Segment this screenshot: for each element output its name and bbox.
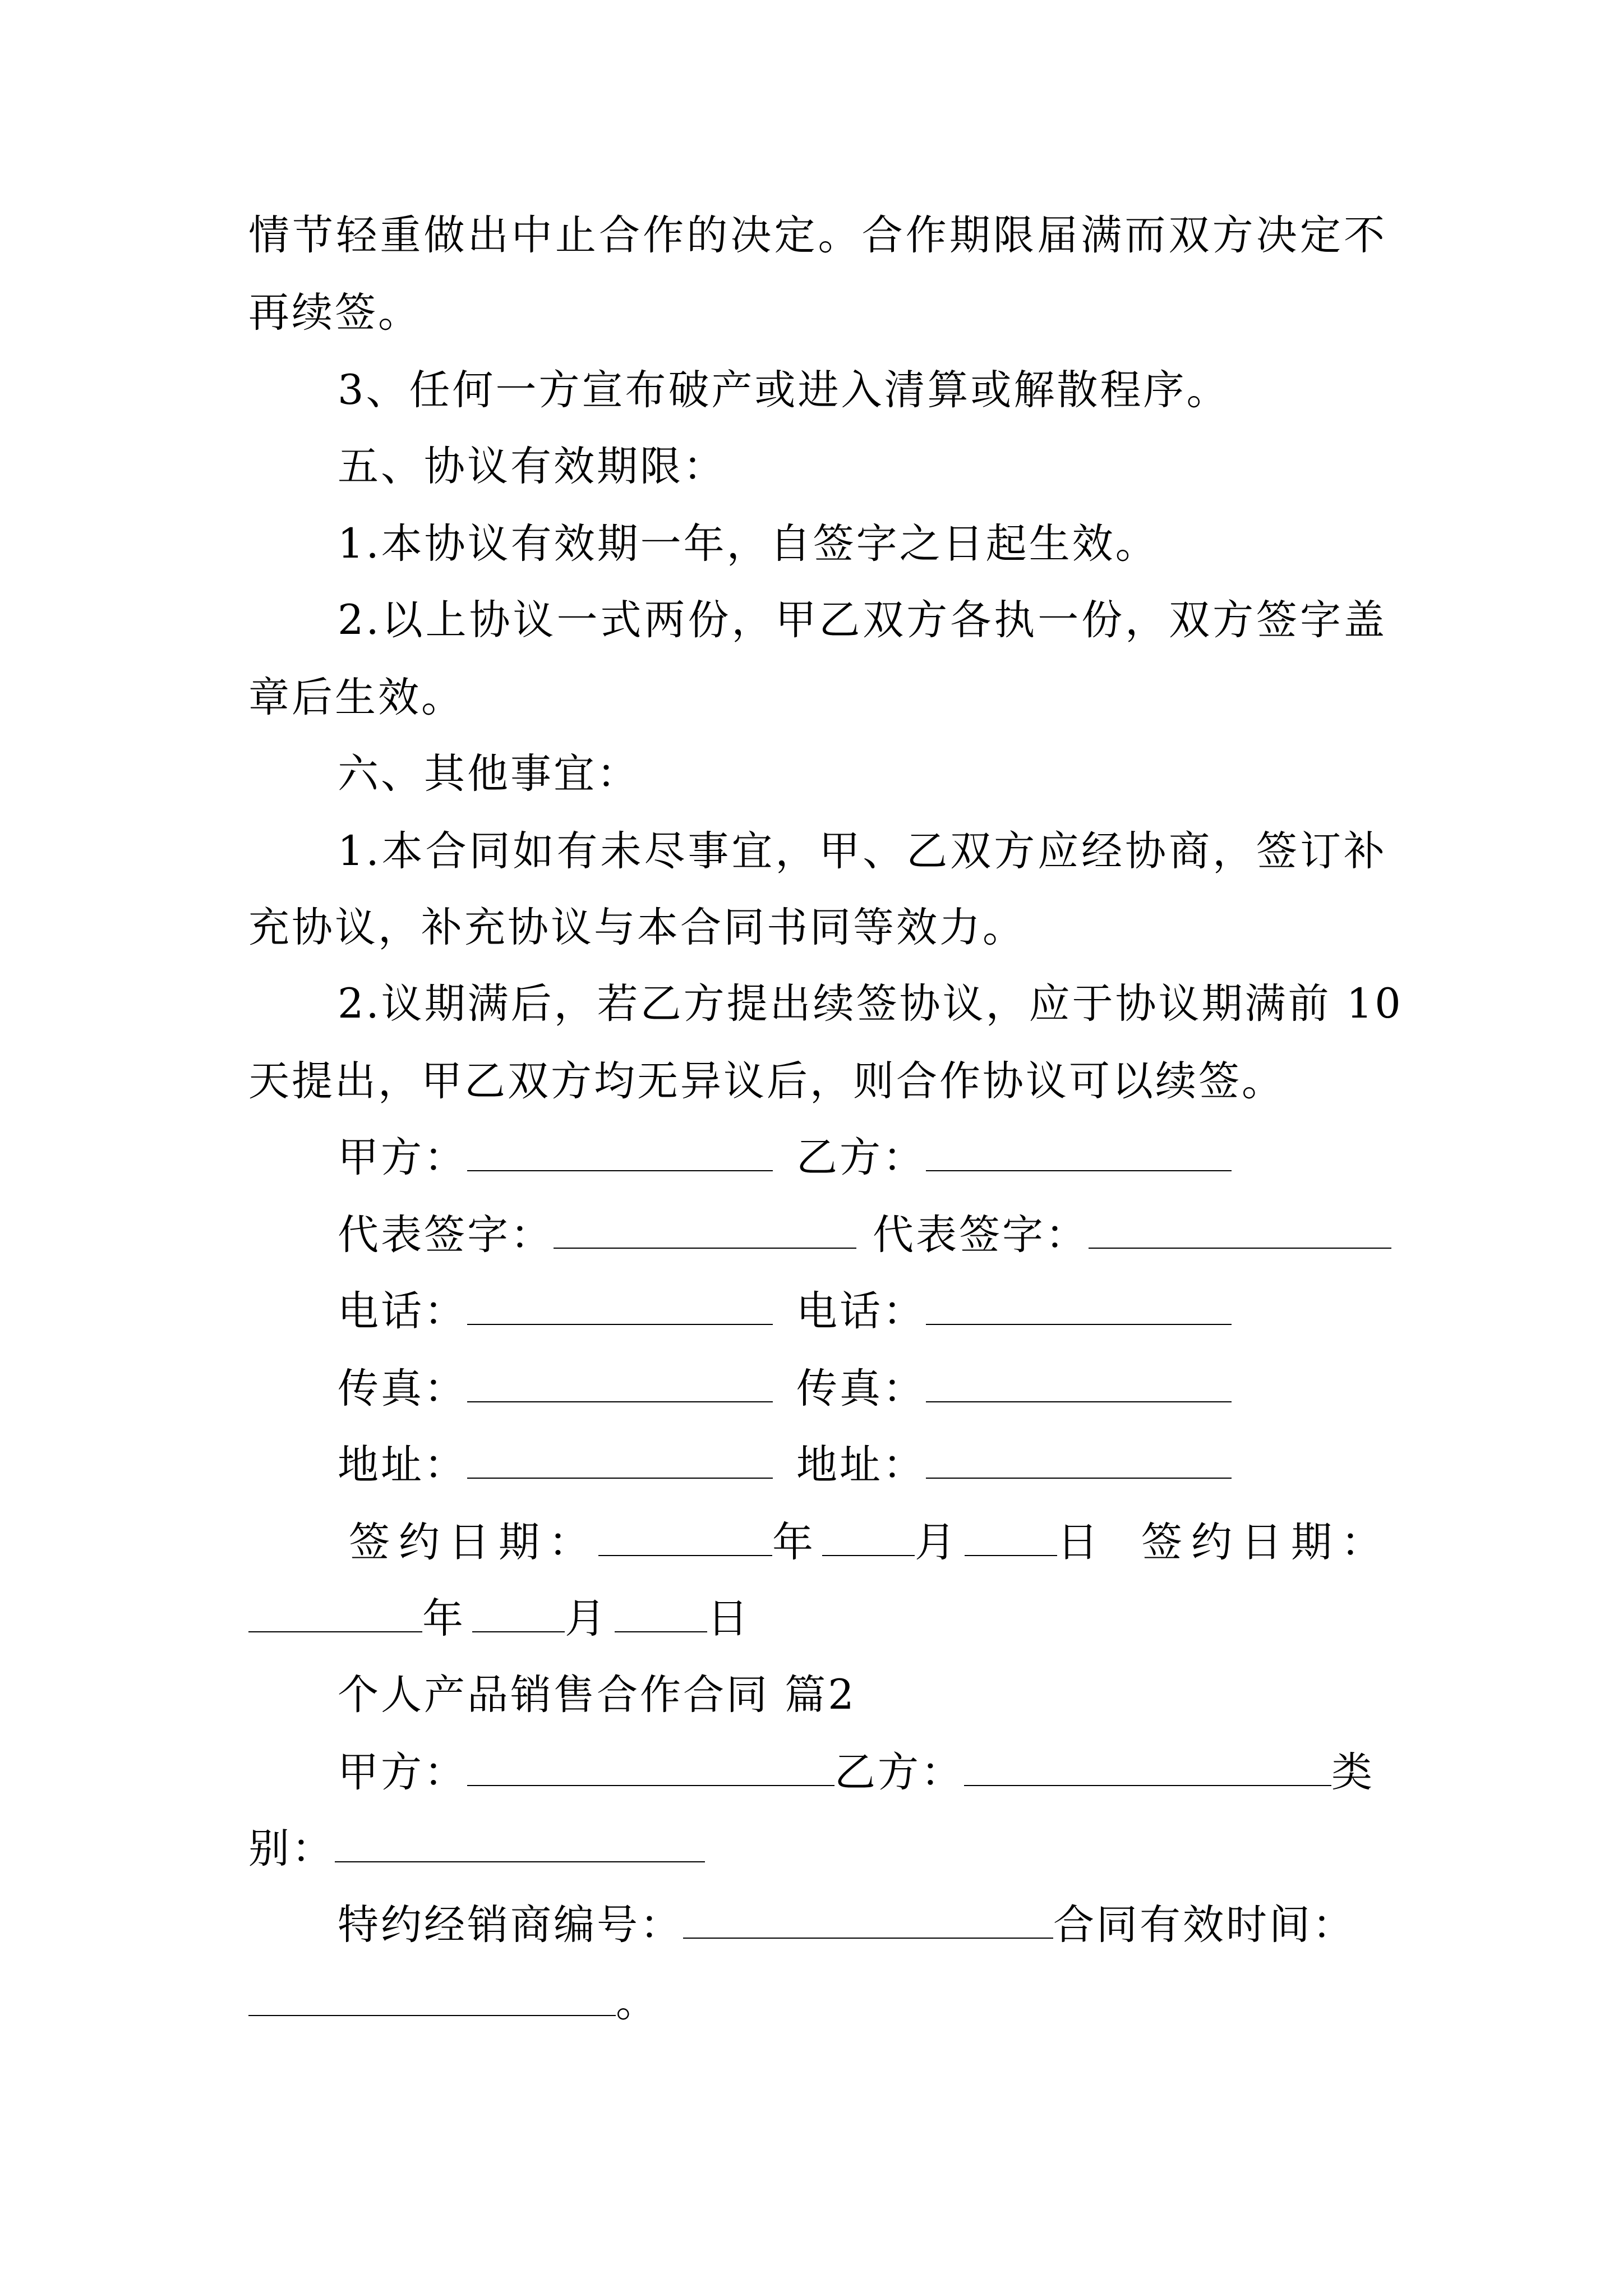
s2-category-label: 类 bbox=[1331, 1749, 1375, 1796]
paragraph-line: 天提出，甲乙双方均无异议后，则合作协议可以续签。 bbox=[248, 1057, 1285, 1105]
party-b-field bbox=[796, 1124, 1232, 1191]
fax-a-field bbox=[338, 1355, 773, 1423]
party-a-blank[interactable] bbox=[467, 1131, 773, 1171]
phone-b-field bbox=[796, 1278, 1232, 1345]
paragraph-line: 1.本协议有效期一年，自签字之日起生效。 bbox=[338, 520, 1159, 568]
date-a-label: 签约日期： bbox=[349, 1519, 598, 1566]
paragraph-line: 情节轻重做出中止合作的决定。合作期限届满而双方决定不 bbox=[248, 211, 1387, 259]
s2-category-field bbox=[248, 1815, 705, 1883]
s2-party-a-field bbox=[338, 1739, 1375, 1806]
s2-valid-time-field bbox=[248, 1969, 659, 2036]
party-b-label: 乙方： bbox=[796, 1134, 926, 1181]
rep-a-field bbox=[338, 1202, 856, 1269]
fax-a-blank[interactable] bbox=[467, 1362, 773, 1402]
date-a-year-blank[interactable] bbox=[598, 1516, 772, 1556]
rep-a-blank[interactable] bbox=[554, 1208, 856, 1249]
section-title: 个人产品销售合作合同 篇2 bbox=[338, 1671, 856, 1719]
addr-b-blank[interactable] bbox=[926, 1438, 1232, 1479]
fax-a-label: 传真： bbox=[338, 1365, 467, 1412]
s2-category-blank[interactable] bbox=[335, 1822, 705, 1862]
phone-a-field bbox=[338, 1278, 773, 1345]
date-b-month-blank[interactable] bbox=[472, 1592, 565, 1632]
date-b-day-blank[interactable] bbox=[615, 1592, 707, 1632]
addr-a-field bbox=[338, 1432, 773, 1499]
party-a-label: 甲方： bbox=[338, 1134, 467, 1181]
date-a-field bbox=[349, 1509, 1107, 1576]
party-a-field bbox=[338, 1124, 773, 1191]
rep-a-label: 代表签字： bbox=[338, 1211, 554, 1259]
s2-dealer-label: 特约经销商编号： bbox=[338, 1901, 683, 1949]
paragraph-line: 再续签。 bbox=[248, 289, 421, 337]
date-b-year-blank[interactable] bbox=[248, 1592, 422, 1632]
paragraph-line: 充协议，补充协议与本合同书同等效力。 bbox=[248, 904, 1026, 951]
date-a-month-blank[interactable] bbox=[822, 1516, 915, 1556]
paragraph-line: 2.以上协议一式两份，甲乙双方各执一份，双方签字盖 bbox=[338, 596, 1387, 644]
day-label: 日 bbox=[707, 1595, 757, 1642]
end-mark: 。 bbox=[616, 1978, 659, 2026]
date-b-label: 签约日期： bbox=[1141, 1519, 1391, 1566]
section-heading: 六、其他事宜： bbox=[338, 750, 640, 798]
addr-a-blank[interactable] bbox=[467, 1438, 773, 1479]
s2-party-a-blank[interactable] bbox=[467, 1746, 834, 1786]
paragraph-line: 章后生效。 bbox=[248, 674, 464, 721]
s2-valid-time-label: 合同有效时间： bbox=[1053, 1901, 1355, 1949]
addr-a-label: 地址： bbox=[338, 1441, 467, 1489]
year-label: 年 bbox=[422, 1595, 472, 1642]
s2-dealer-field bbox=[338, 1892, 1355, 1959]
fax-b-label: 传真： bbox=[796, 1365, 926, 1412]
s2-party-a-label: 甲方： bbox=[338, 1749, 467, 1796]
addr-b-field bbox=[796, 1432, 1232, 1499]
paragraph-line: 2.议期满后，若乙方提出续签协议，应于协议期满前 10 bbox=[338, 980, 1403, 1028]
day-label: 日 bbox=[1057, 1519, 1107, 1566]
s2-party-b-label: 乙方： bbox=[834, 1749, 964, 1796]
fax-b-field bbox=[796, 1355, 1232, 1423]
s2-party-b-blank[interactable] bbox=[964, 1746, 1331, 1786]
rep-b-field bbox=[873, 1202, 1391, 1269]
party-b-blank[interactable] bbox=[926, 1131, 1232, 1171]
fax-b-blank[interactable] bbox=[926, 1362, 1232, 1402]
s2-dealer-blank[interactable] bbox=[683, 1898, 1053, 1939]
s2-category-label-cont: 别： bbox=[248, 1825, 335, 1872]
date-b-field bbox=[248, 1585, 757, 1653]
phone-b-label: 电话： bbox=[796, 1287, 926, 1335]
paragraph-line: 1.本合同如有未尽事宜，甲、乙双方应经协商，签订补 bbox=[338, 827, 1387, 875]
phone-a-blank[interactable] bbox=[467, 1285, 773, 1325]
addr-b-label: 地址： bbox=[796, 1441, 926, 1489]
section-heading: 五、协议有效期限： bbox=[338, 443, 726, 490]
year-label: 年 bbox=[772, 1519, 822, 1566]
s2-valid-time-blank[interactable] bbox=[248, 1976, 616, 2016]
date-a-day-blank[interactable] bbox=[965, 1516, 1057, 1556]
paragraph-line: 3、任何一方宣布破产或进入清算或解散程序。 bbox=[338, 366, 1230, 414]
rep-b-label: 代表签字： bbox=[873, 1211, 1089, 1259]
phone-a-label: 电话： bbox=[338, 1287, 467, 1335]
rep-b-blank[interactable] bbox=[1089, 1208, 1391, 1249]
month-label: 月 bbox=[915, 1519, 965, 1566]
phone-b-blank[interactable] bbox=[926, 1285, 1232, 1325]
month-label: 月 bbox=[565, 1595, 615, 1642]
